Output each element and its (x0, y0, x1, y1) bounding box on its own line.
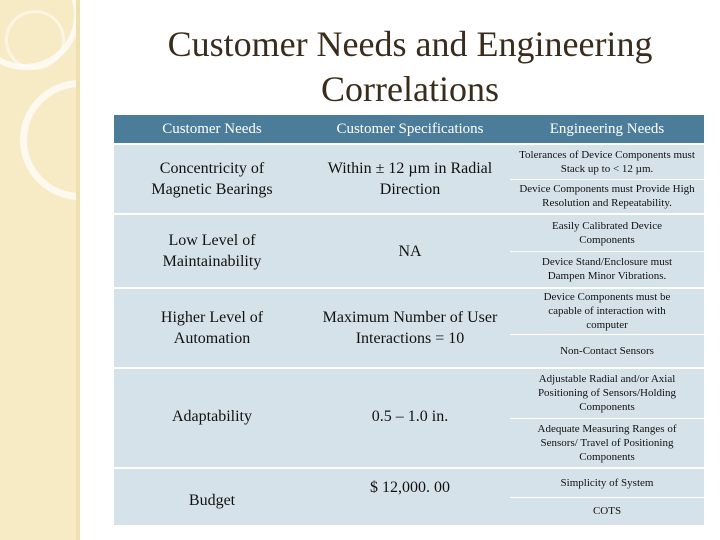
engineering-needs-cell (510, 289, 704, 367)
customer-need-cell: Higher Level of Automation (160, 309, 264, 347)
customer-spec-cell: $ 12,000. 00 (370, 479, 450, 496)
customer-need-cell: Adaptability (172, 408, 252, 425)
decorative-circle (5, 10, 65, 70)
engineering-need: Easily Calibrated Device Components (552, 219, 662, 246)
engineering-need: Non-Contact Sensors (560, 344, 654, 357)
header-customer-specifications: Customer Specifications (336, 120, 484, 137)
customer-spec-cell: 0.5 – 1.0 in. (371, 408, 449, 425)
customer-spec-cell: Within ± 12 µm in Radial Direction (327, 160, 493, 198)
engineering-needs-cell (510, 469, 704, 525)
engineering-need: COTS (592, 505, 622, 518)
table-header-row (114, 115, 704, 143)
engineering-needs-cell (510, 145, 704, 213)
table-row (114, 145, 704, 213)
header-engineering-needs: Engineering Needs (549, 120, 665, 137)
table-row (114, 369, 704, 467)
customer-need-cell: Low Level of Maintainability (162, 232, 262, 270)
customer-spec-cell: NA (398, 242, 422, 260)
engineering-need: Device Components must be capable of interaction with computer (543, 291, 671, 332)
engineering-need: Device Stand/Enclosure must Dampen Minor Vibrations. (541, 256, 673, 283)
engineering-need: Adjustable Radial and/or Axial Positioning of Sensors/Holding Components (537, 373, 677, 414)
table-row (114, 289, 704, 367)
engineering-needs-cell (510, 369, 704, 467)
slide-title: Customer Needs and Engineering Correlations (167, 24, 653, 109)
customer-spec-cell: Maximum Number of User Interactions = 10 (322, 309, 498, 347)
engineering-needs-cell (510, 215, 704, 287)
engineering-need: Device Components must Provide High Resolution and Repeatability. (519, 183, 695, 210)
correlation-table (114, 115, 704, 525)
decorative-side-band (0, 0, 80, 540)
customer-need-cell: Budget (188, 492, 236, 509)
engineering-need: Simplicity of System (560, 476, 654, 489)
table-row (114, 469, 704, 525)
table-row (114, 215, 704, 287)
engineering-need: Tolerances of Device Components must Stack up to < 12 µm. (519, 148, 695, 175)
customer-need-cell: Concentricity of Magnetic Bearings (151, 160, 273, 198)
header-customer-needs: Customer Needs (162, 120, 262, 137)
engineering-need: Adequate Measuring Ranges of Sensors/ Travel of Positioning Components (537, 422, 677, 463)
